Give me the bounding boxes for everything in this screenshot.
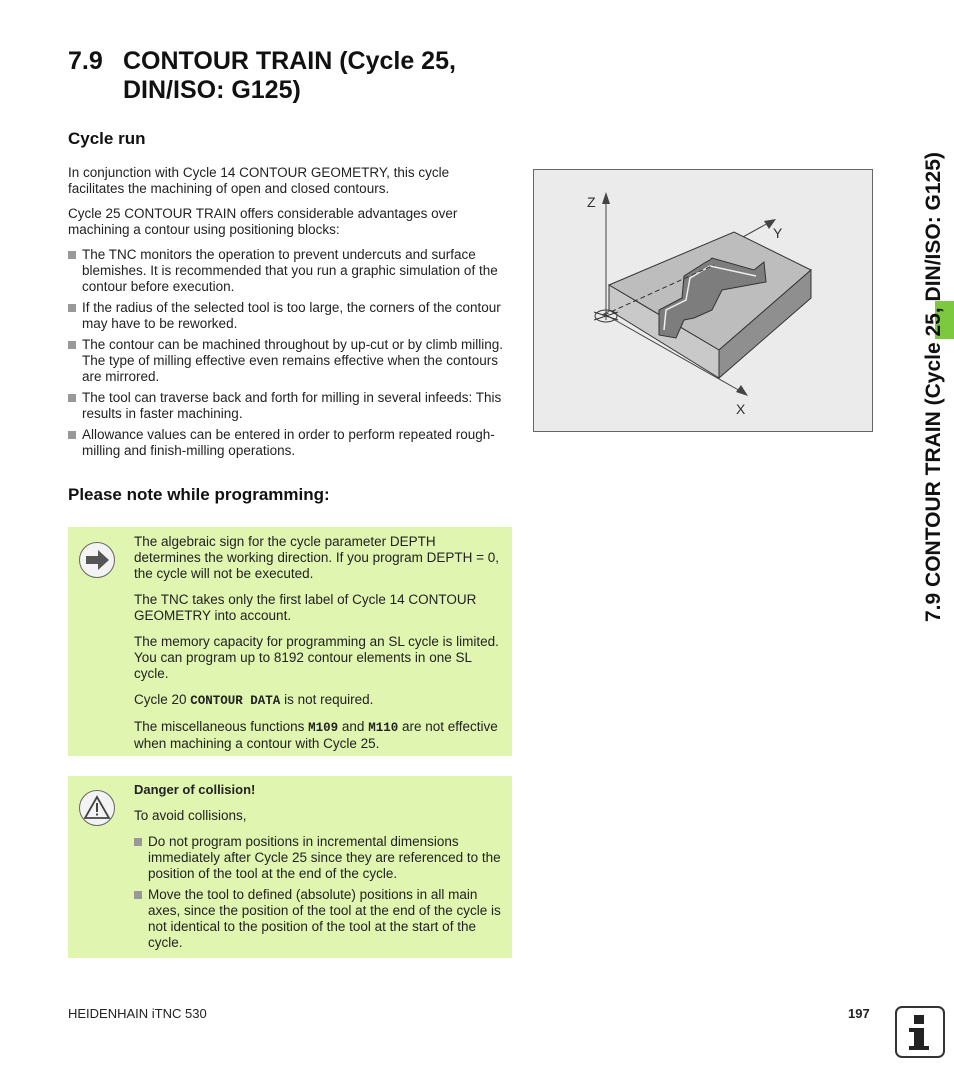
danger-heading: Danger of collision! — [134, 782, 256, 797]
code-m109: M109 — [308, 721, 339, 735]
cycle-run-heading: Cycle run — [68, 129, 146, 148]
section-number: 7.9 — [68, 47, 103, 75]
bullet-square-icon — [68, 394, 76, 402]
axis-y-label: Y — [773, 225, 783, 241]
code-contour-data: CONTOUR DATA — [190, 694, 281, 708]
programming-note-box — [68, 527, 512, 756]
section-title-line2: DIN/ISO: G125) — [123, 76, 301, 104]
footer-product: HEIDENHAIN iTNC 530 — [68, 1006, 207, 1021]
bullet-square-icon — [134, 838, 142, 846]
list-item: The contour can be machined throughout by up-cut or by climb milling. The type of milling effective even remains effective when the contours are mirrored. — [68, 337, 508, 385]
bullet-square-icon — [68, 341, 76, 349]
note-misc-functions: The miscellaneous functions M109 and M110 are not effective when machining a contour with Cycle 25. — [134, 719, 498, 751]
danger-note-box — [68, 776, 512, 958]
section-title-line1: CONTOUR TRAIN (Cycle 25, — [123, 47, 456, 75]
page-number: 197 — [848, 1006, 870, 1021]
list-item: The tool can traverse back and forth for milling in several infeeds: This results in faster machining. — [68, 390, 508, 422]
info-icon[interactable] — [895, 1006, 945, 1058]
note-cycle20: Cycle 20 CONTOUR DATA is not required. — [134, 692, 374, 708]
bullet-square-icon — [68, 431, 76, 439]
list-item: The TNC monitors the operation to prevent undercuts and surface blemishes. It is recommended that you run a graphic simulation of the contour before execution. — [68, 247, 508, 295]
warning-icon — [79, 790, 115, 826]
note-memory: The memory capacity for programming an SL cycle is limited. You can program up to 8192 contour elements in one SL cycle. — [134, 634, 499, 681]
cycle-run-paragraph-1: In conjunction with Cycle 14 CONTOUR GEOMETRY, this cycle facilitates the machining of open and closed contours. — [68, 165, 450, 196]
programming-notes-heading: Please note while programming: — [68, 485, 330, 504]
section-title — [68, 47, 456, 105]
axis-x-label: X — [736, 401, 746, 417]
arrow-right-icon — [79, 542, 115, 578]
workpiece-diagram — [534, 170, 872, 431]
sidebar-chapter-label — [902, 70, 954, 690]
note-depth: The algebraic sign for the cycle parameter DEPTH determines the working direction. If you program DEPTH = 0, the cycle will not be executed. — [134, 534, 500, 581]
axis-z-label: Z — [587, 194, 596, 210]
list-item: Do not program positions in incremental dimensions immediately after Cycle 25 since they are referenced to the position of the tool at the end of the cycle. — [134, 834, 504, 882]
bullet-square-icon — [68, 304, 76, 312]
list-item: Allowance values can be entered in order to perform repeated rough-milling and finish-milling operations. — [68, 427, 508, 459]
sidebar-label-text: 7.9 CONTOUR TRAIN (Cycle 25, DIN/ISO: G125) — [922, 152, 945, 622]
danger-intro: To avoid collisions, — [134, 808, 247, 823]
cycle-run-body — [68, 165, 508, 459]
bullet-square-icon — [68, 251, 76, 259]
list-item: Move the tool to defined (absolute) positions in all main axes, since the position of the tool at the end of the cycle is not identical to the position of the tool at the start of the cycle. — [134, 887, 504, 951]
contour-figure — [533, 169, 873, 432]
code-m110: M110 — [368, 721, 399, 735]
bullet-square-icon — [134, 891, 142, 899]
note-first-label: The TNC takes only the first label of Cycle 14 CONTOUR GEOMETRY into account. — [134, 592, 477, 623]
list-item: If the radius of the selected tool is too large, the corners of the contour may have to be reworked. — [68, 300, 508, 332]
cycle-run-paragraph-2: Cycle 25 CONTOUR TRAIN offers considerable advantages over machining a contour using positioning blocks: — [68, 206, 458, 237]
